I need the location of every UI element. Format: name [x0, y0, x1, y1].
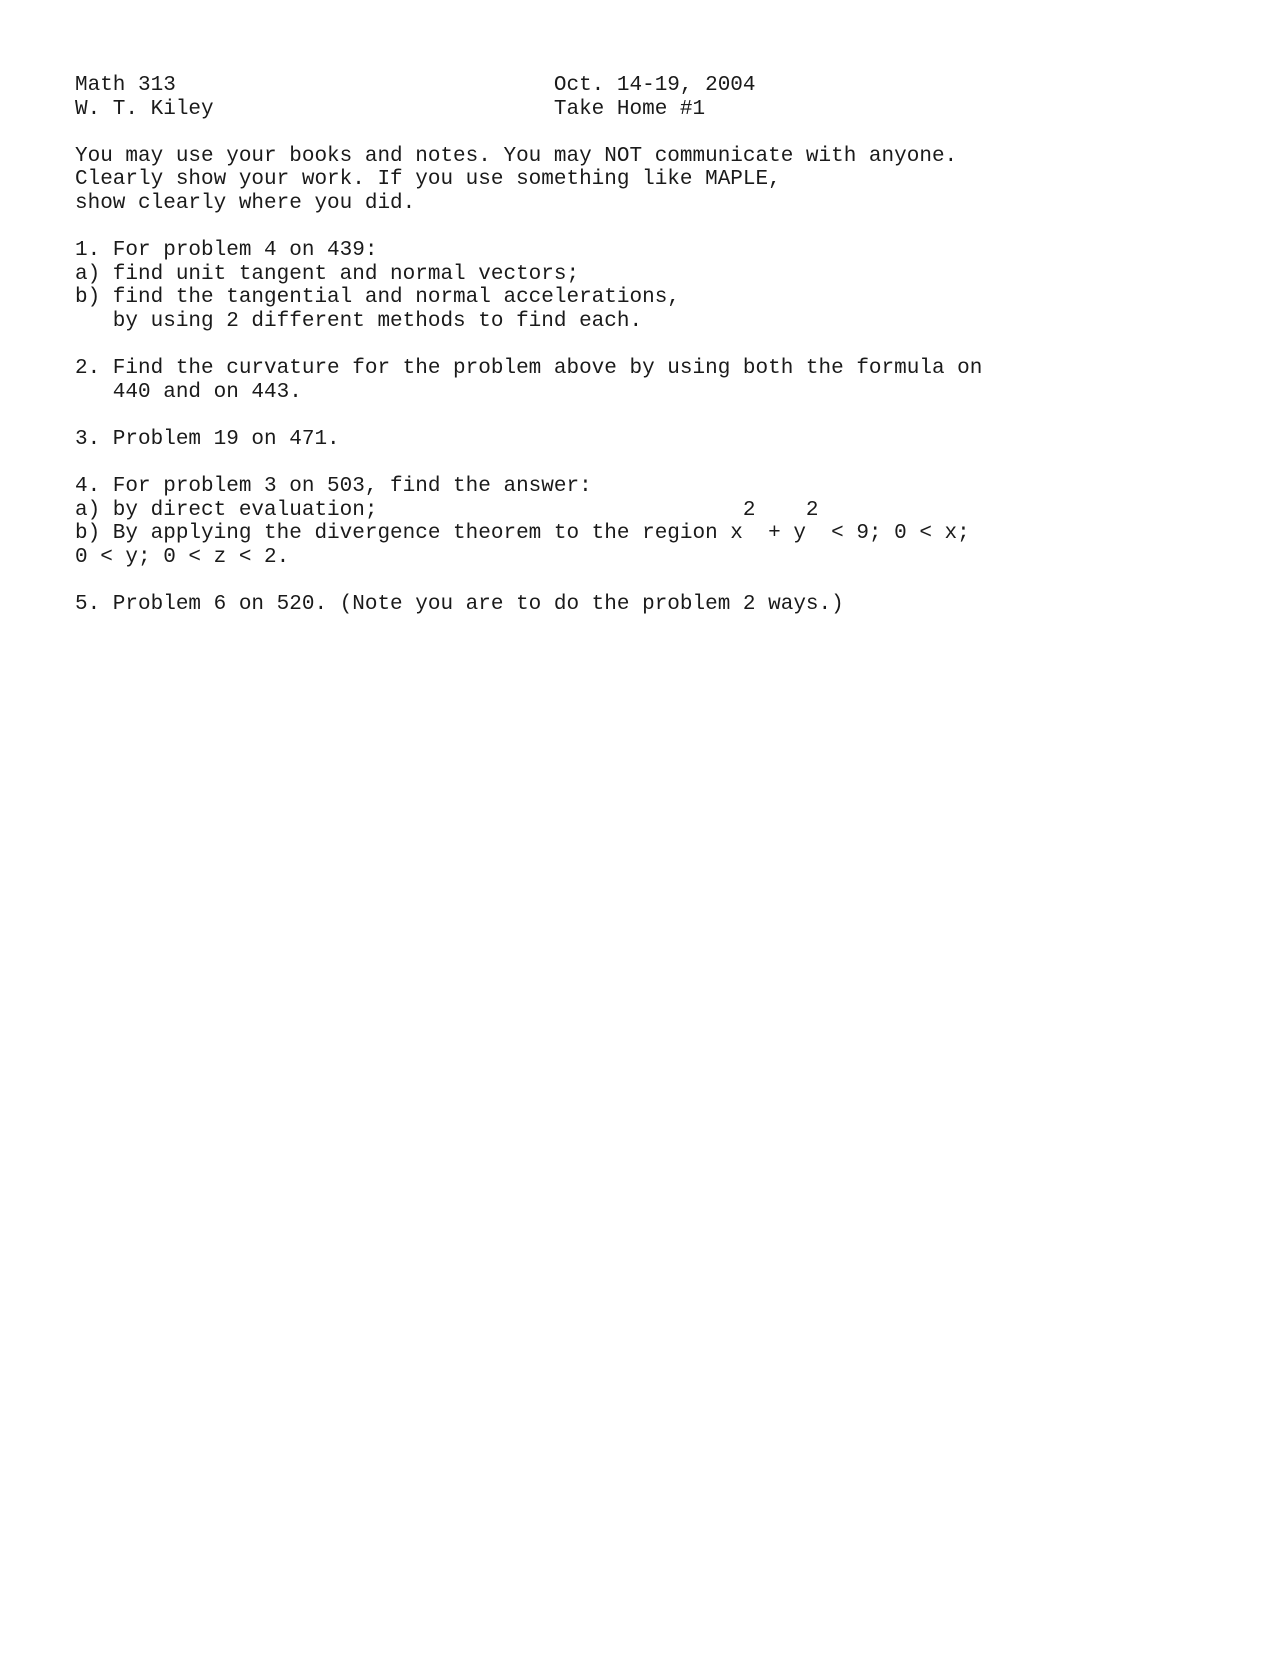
problem-4-exponent-line: a) by direct evaluation; 2 2: [75, 498, 819, 522]
problem-4-line: b) By applying the divergence theorem to the region x + y < 9; 0 < x;: [75, 522, 970, 546]
header-course-date: Math 313 Oct. 14-19, 2004: [75, 74, 756, 97]
problem-2-line: 2. Find the curvature for the problem above by using both the formula on: [75, 357, 983, 381]
problem-4-line: 0 < y; 0 < z < 2.: [75, 545, 290, 569]
spacer: [75, 452, 1205, 476]
spacer: [75, 334, 1205, 358]
problem-4-line: 4. For problem 3 on 503, find the answer:: [75, 475, 592, 499]
problem-2-line: 440 and on 443.: [75, 380, 302, 404]
spacer: [75, 216, 1205, 240]
instructions-line: You may use your books and notes. You may NOT communicate with anyone.: [75, 144, 958, 168]
problem-1-line: 1. For problem 4 on 439:: [75, 239, 378, 263]
header-instructor-title: W. T. Kiley Take Home #1: [75, 97, 706, 121]
spacer: [75, 569, 1205, 593]
spacer: [75, 404, 1205, 428]
spacer: [75, 121, 1205, 145]
problem-1-line: by using 2 different methods to find each.: [75, 309, 643, 333]
instructions-line: Clearly show your work. If you use something like MAPLE,: [75, 168, 781, 192]
problem-1-line: b) find the tangential and normal accelerations,: [75, 286, 680, 310]
problem-1-line: a) find unit tangent and normal vectors;: [75, 262, 580, 286]
problem-5-line: 5. Problem 6 on 520. (Note you are to do the problem 2 ways.): [75, 593, 844, 617]
instructions-line: show clearly where you did.: [75, 191, 416, 215]
document-page: [75, 74, 1205, 617]
problem-3-line: 3. Problem 19 on 471.: [75, 427, 340, 451]
